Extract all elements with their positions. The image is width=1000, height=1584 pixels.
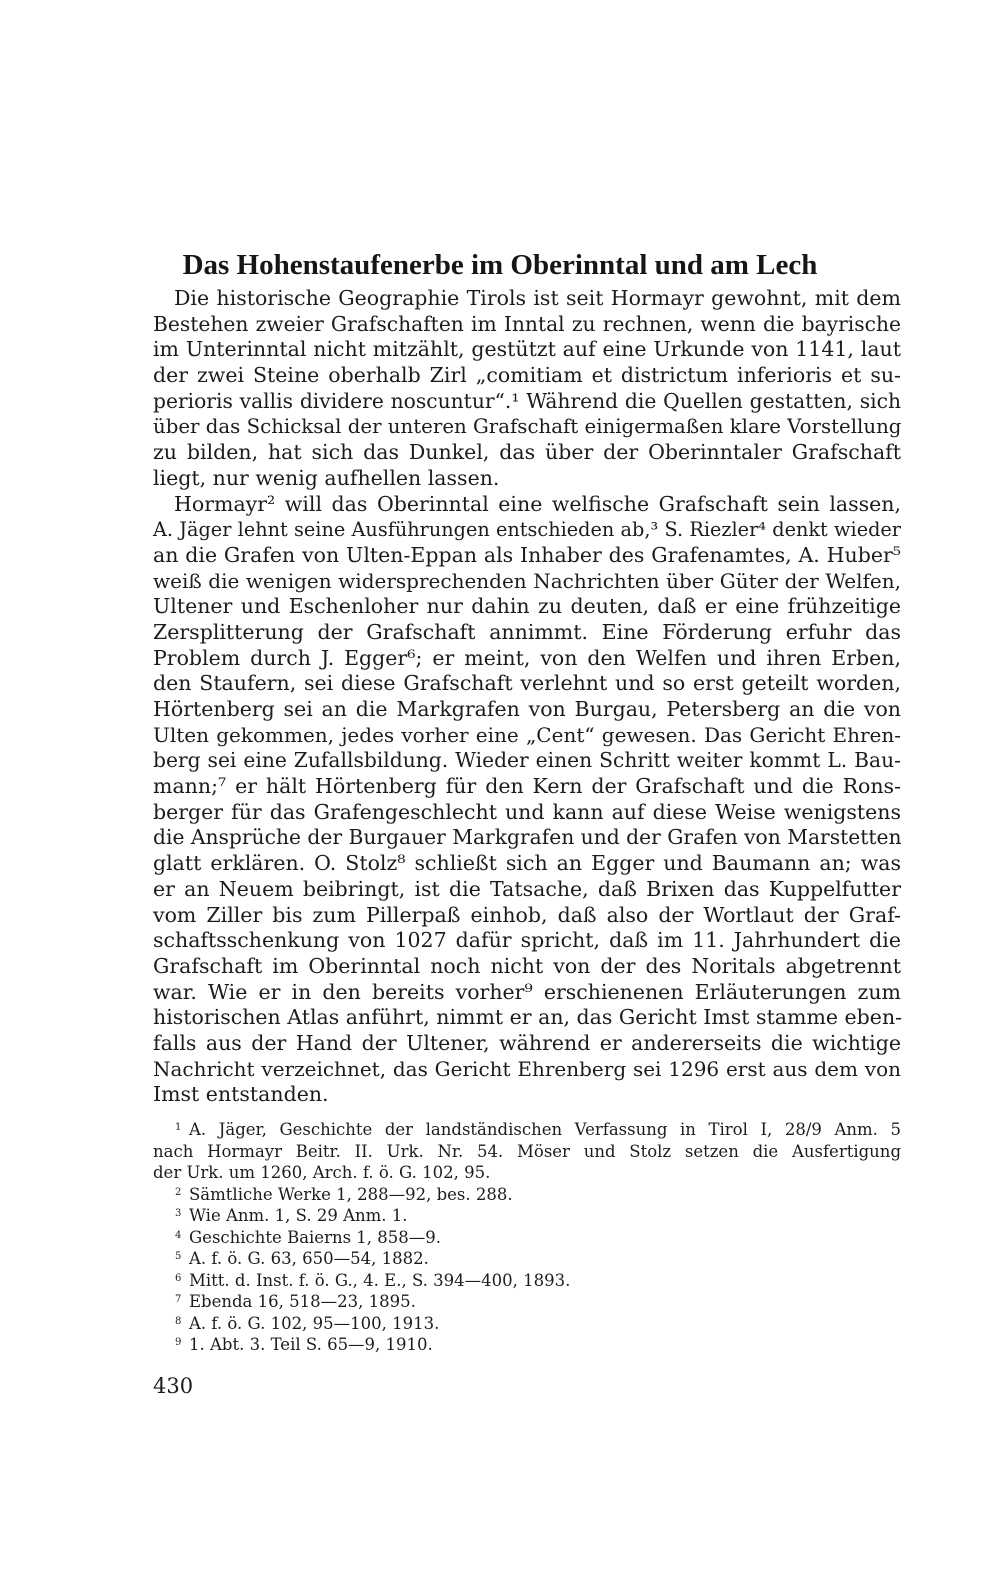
body-line: der zwei Steine oberhalb Zirl „comitiam et districtum inferioris et su- [153,363,901,388]
footnote-mark: 5 [175,1251,182,1262]
body-line: zu bilden, hat sich das Dunkel, das über der Oberinntaler Grafschaft [153,440,901,465]
body-line: mann;⁷ er hält Hörtenberg für den Kern der Grafschaft und die Rons- [153,774,901,799]
body-line: schaftsschenkung von 1027 dafür spricht, daß im 11. Jahrhundert die [153,928,901,953]
footnote-text: der Urk. um 1260, Arch. f. ö. G. 102, 95. [153,1163,491,1182]
footnote-text: A. f. ö. G. 102, 95—100, 1913. [189,1313,440,1333]
footnote-8 [153,1313,901,1335]
footnote-7 [153,1291,901,1313]
footnote-1-continued [153,1162,901,1184]
body-line: er an Neuem beibringt, ist die Tatsache, daß Brixen das Kuppelfutter [153,876,901,901]
body-line: über das Schicksal der unteren Grafschaft einigermaßen klare Vorstellung [153,415,902,439]
body-line: liegt, nur wenig aufhellen lassen. [153,465,500,490]
body-line: glatt erklären. O. Stolz⁸ schließt sich an Egger und Baumann an; was [153,851,901,876]
footnote-text: Geschichte Baierns 1, 858—9. [189,1227,442,1247]
body-line: Problem durch J. Egger⁶; er meint, von den Welfen und ihren Erben, [153,645,901,670]
footnote-2 [153,1184,901,1206]
footnote-3 [153,1205,901,1227]
body-line: falls aus der Hand der Ultener, während er andererseits die wichtige [153,1030,901,1055]
footnote-5 [153,1248,901,1270]
footnote-mark: 7 [175,1294,182,1305]
footnote-mark: 9 [175,1337,182,1348]
body-line: Nachricht verzeichnet, das Gericht Ehrenberg sei 1296 erst aus dem von [153,1056,901,1081]
body-line: vom Ziller bis zum Pillerpaß einhob, daß also der Wortlaut der Graf- [153,902,901,927]
footnote-mark: 8 [175,1315,182,1327]
body-line: Bestehen zweier Grafschaften im Inntal zu rechnen, wenn die bayrische [153,311,901,336]
footnote-mark: 2 [175,1186,182,1198]
footnote-text: nach Hormayr Beitr. II. Urk. Nr. 54. Möser und Stolz setzen die Ausfertigung [153,1141,901,1161]
footnote-text: Ebenda 16, 518—23, 1895. [189,1292,416,1311]
body-line: weiß die wenigen widersprechenden Nachrichten über Güter der Welfen, [153,568,901,593]
footnote-1-continued [153,1141,901,1163]
footnote-6 [153,1270,901,1292]
footnote-mark: 1 [175,1122,182,1133]
footnote-text: Sämtliche Werke 1, 288—92, bes. 288. [189,1184,513,1204]
footnote-mark: 4 [175,1229,182,1241]
footnote-mark: 6 [175,1272,182,1284]
body-line: Zersplitterung der Grafschaft annimmt. Eine Förderung erfuhr das [153,619,901,644]
body-line: berger für das Grafengeschlecht und kann auf diese Weise wenigstens [153,799,901,824]
body-line: historischen Atlas anführt, nimmt er an, das Gericht Imst stamme eben- [153,1005,903,1030]
page-title: Das Hohenstaufenerbe im Oberinntal und am Lech [182,249,818,282]
footnote-4 [153,1227,901,1249]
body-line: perioris vallis dividere noscuntur“.¹ Während die Quellen gestatten, sich [153,388,901,413]
body-line: Imst entstanden. [153,1082,329,1107]
body-line: den Staufern, sei diese Grafschaft verlehnt und so erst geteilt worden, [153,671,901,696]
body-line: an die Grafen von Ulten-Eppan als Inhaber des Grafenamtes, A. Huber⁵ [153,542,901,567]
body-line: A. Jäger lehnt seine Ausführungen entschieden ab,³ S. Riezler⁴ denkt wieder [153,518,901,542]
footnote-text: Wie Anm. 1, S. 29 Anm. 1. [189,1206,408,1225]
body-line: berg sei eine Zufallsbildung. Wieder einen Schritt weiter kommt L. Bau- [153,748,901,773]
footnote-mark: 3 [175,1208,182,1219]
footnote-text: A. f. ö. G. 63, 650—54, 1882. [189,1249,429,1268]
body-line: im Unterinntal nicht mitzählt, gestützt auf eine Urkunde von 1141, laut [153,337,901,362]
footnote-1 [153,1119,901,1141]
page-number: 430 [153,1374,194,1398]
footnote-text: A. Jäger, Geschichte der landständischen Verfassung in Tirol I, 28/9 Anm. 5 [189,1120,901,1139]
body-line: die Ansprüche der Burgauer Markgrafen und der Grafen von Marstetten [153,825,902,850]
body-line: Ultener und Eschenloher nur dahin zu deuten, daß er eine frühzeitige [153,594,901,619]
body-line: Grafschaft im Oberinntal noch nicht von der des Noritals abgetrennt [153,953,901,978]
footnote-text: 1. Abt. 3. Teil S. 65—9, 1910. [189,1335,433,1354]
footnote-text: Mitt. d. Inst. f. ö. G., 4. E., S. 394—400, 1893. [189,1270,571,1290]
body-text [153,286,901,1108]
footnote-9 [153,1334,901,1356]
body-line: Die historische Geographie Tirols ist seit Hormayr gewohnt, mit dem [174,286,901,310]
body-line: war. Wie er in den bereits vorher⁹ erschienenen Erläuterungen zum [153,979,901,1004]
body-line: Hörtenberg sei an die Markgrafen von Burgau, Petersberg an die von [153,697,901,721]
footnotes [153,1119,901,1356]
body-line: Ulten gekommen, jedes vorher eine „Cent“ gewesen. Das Gericht Ehren- [153,722,901,747]
body-line: Hormayr² will das Oberinntal eine welfische Grafschaft sein lassen, [174,491,901,516]
